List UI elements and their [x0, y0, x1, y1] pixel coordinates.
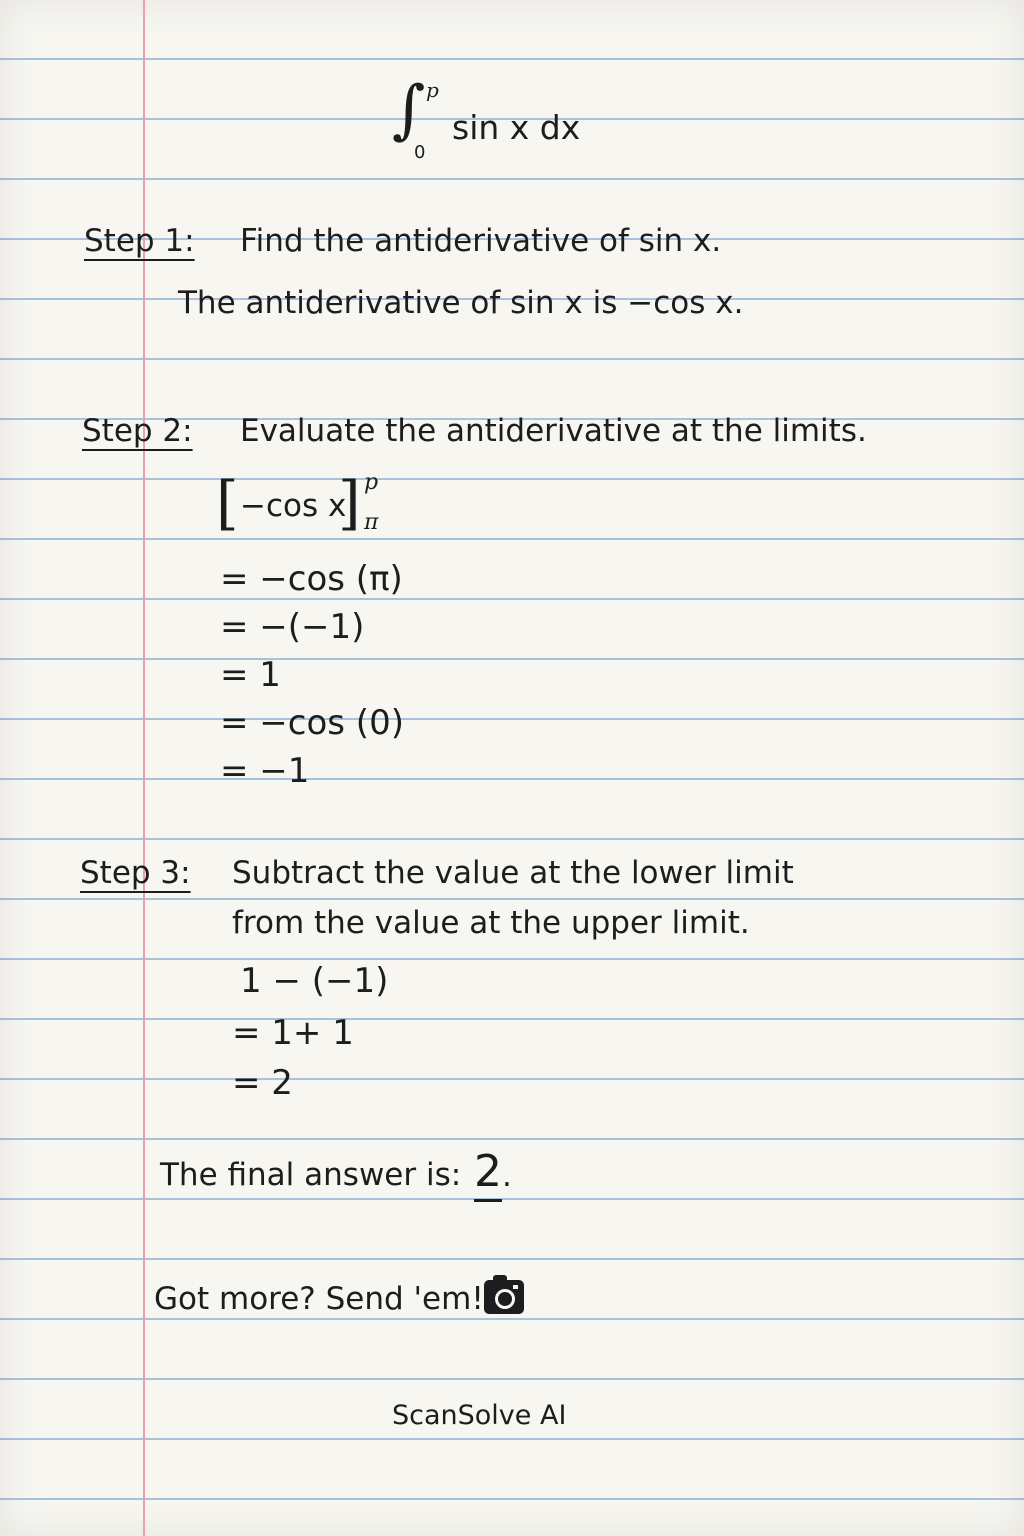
step2-line: = −cos (0)	[220, 703, 404, 743]
step1-heading: Find the antiderivative of sin x.	[240, 223, 722, 259]
camera-icon[interactable]	[484, 1280, 524, 1314]
step2-line: = −(−1)	[220, 607, 365, 647]
brand-name: ScanSolve AI	[392, 1400, 567, 1431]
step1-label: Step 1:	[84, 223, 195, 259]
final-answer-prefix: The final answer is:	[160, 1157, 462, 1193]
step3-heading-line2: from the value at the upper limit.	[232, 905, 750, 941]
bracket-open: [	[216, 469, 239, 537]
step2-label: Step 2:	[82, 413, 193, 449]
cta-text: Got more? Send 'em!	[154, 1281, 484, 1317]
integral-title	[392, 73, 602, 168]
integral-lower-limit: 0	[414, 142, 426, 163]
bracket-lower-limit: π	[364, 510, 379, 535]
step3-line: = 2	[232, 1063, 293, 1103]
step3-line: = 1+ 1	[232, 1013, 354, 1053]
step3-line: 1 − (−1)	[240, 961, 389, 1001]
final-answer-period: .	[502, 1158, 512, 1194]
final-answer-value: 2	[474, 1146, 502, 1202]
bracket-close: ]	[338, 469, 361, 537]
integral-sign: ∫	[392, 73, 426, 147]
step2-line: = 1	[220, 655, 281, 695]
bracket-upper-limit: p	[364, 470, 379, 495]
step1-result: The antiderivative of sin x is −cos x.	[178, 285, 744, 321]
camera-icon-lens	[495, 1289, 515, 1309]
integral-upper-limit: p	[426, 78, 439, 102]
final-answer-group	[474, 1146, 512, 1197]
camera-icon-flash	[513, 1285, 518, 1289]
step2-line: = −cos (π)	[220, 559, 403, 599]
integrand: sin x dx	[452, 108, 581, 147]
step2-line: = −1	[220, 751, 310, 791]
bracket-expression: −cos x	[240, 488, 347, 524]
step2-heading: Evaluate the antiderivative at the limits.	[240, 413, 867, 449]
camera-icon-top	[493, 1275, 507, 1282]
step3-label: Step 3:	[80, 855, 191, 891]
bracket-evaluation	[216, 469, 416, 544]
step3-heading-line1: Subtract the value at the lower limit	[232, 855, 794, 891]
